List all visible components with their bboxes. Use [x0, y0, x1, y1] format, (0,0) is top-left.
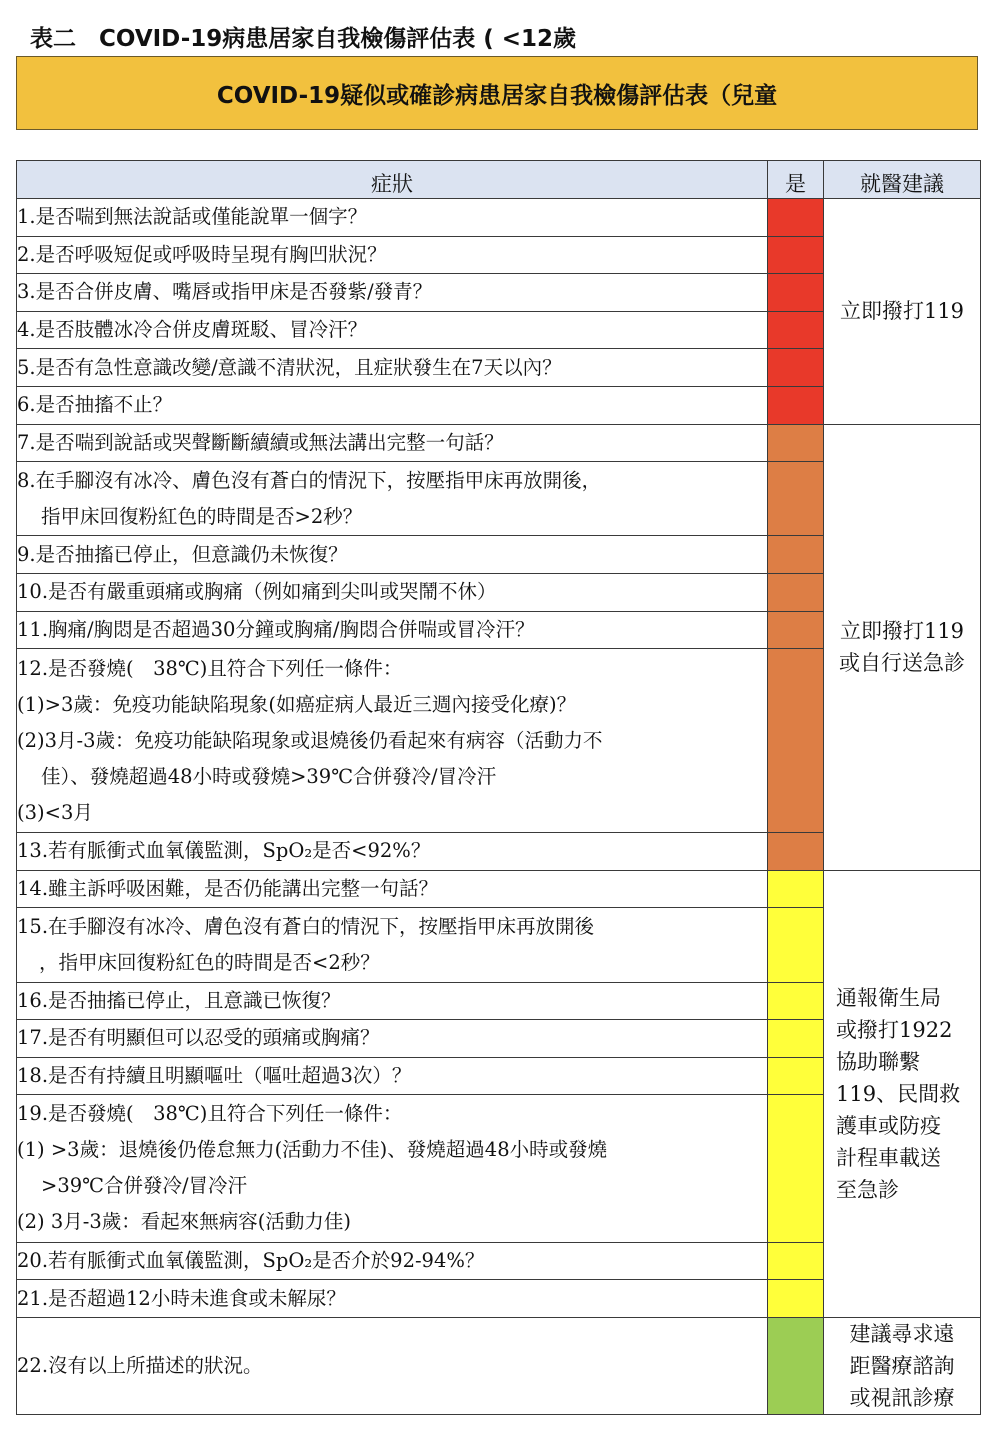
symptom-line: 22.沒有以上所描述的狀況。 [17, 1353, 263, 1377]
symptom-cell [17, 1020, 768, 1058]
severity-yellow-cell [768, 982, 824, 1020]
symptom-line: 12.是否發燒( 38℃)且符合下列任一條件： [17, 656, 403, 680]
symptom-line: 19.是否發燒( 38℃)且符合下列任一條件： [17, 1102, 403, 1126]
symptom-line: 9.是否抽搐已停止，但意識仍未恢復？ [17, 542, 348, 566]
severity-yellow-cell [768, 1057, 824, 1095]
triage-table [16, 160, 981, 1415]
severity-yellow-cell [768, 908, 824, 982]
symptom-cell [17, 462, 768, 536]
symptom-cell [17, 1242, 768, 1280]
symptom-cell [17, 611, 768, 649]
symptom-cell [17, 649, 768, 833]
severity-yellow-cell [768, 870, 824, 908]
symptom-cell [17, 833, 768, 871]
advice-line: 通報衛生局 [836, 985, 941, 1010]
symptom-cell [17, 199, 768, 237]
symptom-line: 1.是否喘到無法說話或僅能說單一個字？ [17, 205, 368, 229]
severity-yellow-cell [768, 1095, 824, 1242]
advice-line: 119、民間救 [836, 1081, 961, 1106]
severity-orange-cell [768, 573, 824, 611]
header-advice: 就醫建議 [824, 161, 981, 199]
symptom-line: 6.是否抽搐不止？ [17, 393, 173, 417]
advice-cell [824, 870, 981, 1317]
symptom-line: 8.在手腳沒有冰冷、膚色沒有蒼白的情況下，按壓指甲床再放開後， [17, 468, 602, 492]
advice-cell [824, 199, 981, 425]
symptom-line: 17.是否有明顯但可以忍受的頭痛或胸痛？ [17, 1026, 380, 1050]
symptom-line: 3.是否合併皮膚、嘴唇或指甲床是否發紫/發青？ [17, 280, 433, 304]
table-row [17, 1317, 981, 1414]
table-row [17, 870, 981, 908]
severity-orange-cell [768, 462, 824, 536]
symptom-line: 13.若有脈衝式血氧儀監測，SpO₂是否<92%？ [17, 839, 431, 863]
severity-green-cell [768, 1317, 824, 1414]
symptom-cell [17, 311, 768, 349]
symptom-line: 20.若有脈衝式血氧儀監測，SpO₂是否介於92-94%？ [17, 1248, 485, 1272]
header-yes: 是 [768, 161, 824, 199]
advice-line: 距醫療諮詢 [849, 1353, 955, 1378]
severity-red-cell [768, 349, 824, 387]
symptom-cell [17, 908, 768, 982]
symptom-line: 10.是否有嚴重頭痛或胸痛（例如痛到尖叫或哭鬧不休） [17, 580, 497, 604]
advice-line: 協助聯繫 [836, 1049, 920, 1074]
severity-red-cell [768, 311, 824, 349]
symptom-line: >39℃合併發冷/冒冷汗 [41, 1174, 248, 1198]
symptom-line: 16.是否抽搐已停止，且意識已恢復？ [17, 988, 341, 1012]
symptom-line: (3)<3月 [17, 800, 93, 824]
table-row [17, 199, 981, 237]
severity-orange-cell [768, 536, 824, 574]
advice-line: 至急診 [836, 1177, 899, 1202]
advice-line: 立即撥打119 [839, 619, 965, 644]
advice-cell [824, 424, 981, 870]
table-row [17, 424, 981, 462]
advice-cell [824, 1317, 981, 1414]
severity-orange-cell [768, 649, 824, 833]
advice-line: 建議尋求遠 [849, 1321, 955, 1346]
symptom-line: 5.是否有急性意識改變/意識不清狀況，且症狀發生在7天以內？ [17, 355, 562, 379]
severity-red-cell [768, 274, 824, 312]
symptom-cell [17, 1317, 768, 1414]
advice-line: 或撥打1922 [836, 1017, 953, 1042]
symptom-cell [17, 236, 768, 274]
symptom-cell [17, 1280, 768, 1318]
table-body [17, 199, 981, 1415]
severity-red-cell [768, 236, 824, 274]
symptom-line: 11.胸痛/胸悶是否超過30分鐘或胸痛/胸悶合併喘或冒冷汗？ [17, 617, 535, 641]
symptom-cell [17, 536, 768, 574]
symptom-cell [17, 870, 768, 908]
severity-yellow-cell [768, 1280, 824, 1318]
symptom-cell [17, 1095, 768, 1242]
severity-orange-cell [768, 611, 824, 649]
symptom-line: 21.是否超過12小時未進食或未解尿？ [17, 1286, 346, 1310]
form-banner [16, 56, 978, 130]
symptom-cell [17, 424, 768, 462]
symptom-line: ，指甲床回復粉紅色的時間是否<2秒？ [39, 950, 380, 974]
symptom-cell [17, 386, 768, 424]
symptom-line: (2) 3月-3歲：看起來無病容(活動力佳) [17, 1210, 351, 1234]
severity-yellow-cell [768, 1242, 824, 1280]
symptom-line: (2)3月-3歲：免疫功能缺陷現象或退燒後仍看起來有病容（活動力不 [17, 728, 603, 752]
advice-line: 計程車載送 [836, 1145, 941, 1170]
symptom-line: 2.是否呼吸短促或呼吸時呈現有胸凹狀況？ [17, 242, 387, 266]
header-symptom: 症狀 [17, 161, 768, 199]
symptom-line: (1) >3歲：退燒後仍倦怠無力(活動力不佳)、發燒超過48小時或發燒 [17, 1138, 608, 1162]
symptom-cell [17, 274, 768, 312]
advice-line: 立即撥打119 [839, 299, 965, 324]
advice-line: 或自行送急診 [839, 651, 965, 676]
banner-title: COVID-19疑似或確診病患居家自我檢傷評估表（兒童 [216, 82, 778, 109]
severity-orange-cell [768, 833, 824, 871]
symptom-cell [17, 982, 768, 1020]
symptom-line: 18.是否有持續且明顯嘔吐（嘔吐超過3次）？ [17, 1063, 412, 1087]
severity-orange-cell [768, 424, 824, 462]
table-header-row [17, 161, 981, 199]
symptom-line: 指甲床回復粉紅色的時間是否>2秒？ [41, 504, 363, 528]
symptom-line: 7.是否喘到說話或哭聲斷斷續續或無法講出完整一句話？ [17, 430, 504, 454]
symptom-line: 佳）、發燒超過48小時或發燒>39℃合併發冷/冒冷汗 [41, 764, 497, 788]
severity-red-cell [768, 386, 824, 424]
page-title: 表二 COVID-19病患居家自我檢傷評估表 ( <12歲 [30, 26, 577, 52]
severity-yellow-cell [768, 1020, 824, 1058]
symptom-cell [17, 1057, 768, 1095]
symptom-line: 14.雖主訴呼吸困難，是否仍能講出完整一句話？ [17, 877, 439, 901]
severity-red-cell [768, 199, 824, 237]
symptom-cell [17, 573, 768, 611]
symptom-line: 4.是否肢體冰冷合併皮膚斑駁、冒冷汗？ [17, 318, 368, 342]
advice-line: 護車或防疫 [836, 1113, 941, 1138]
symptom-cell [17, 349, 768, 387]
symptom-line: (1)>3歲：免疫功能缺陷現象(如癌症病人最近三週內接受化療)？ [17, 692, 577, 716]
symptom-line: 15.在手腳沒有冰冷、膚色沒有蒼白的情況下，按壓指甲床再放開後 [17, 914, 595, 938]
advice-line: 或視訊診療 [849, 1385, 955, 1410]
